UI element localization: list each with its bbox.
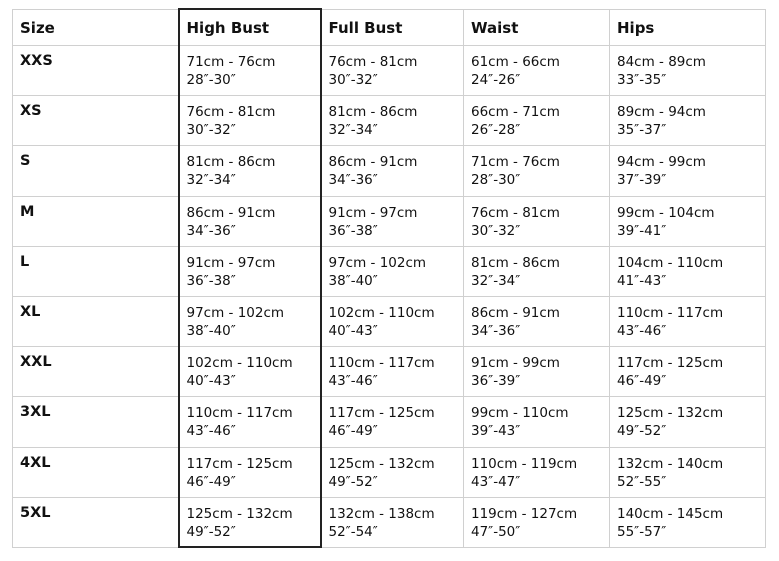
waist-cm: 61cm - 66cm — [471, 54, 560, 70]
high-bust-inches: 46″-49″ — [186, 473, 236, 490]
waist-cm: 81cm - 86cm — [471, 254, 560, 271]
full-bust-inches: 38″-40″ — [328, 272, 378, 289]
waist-cell — [464, 447, 610, 497]
full-bust-cell — [321, 447, 464, 497]
size-label: XXS — [13, 46, 179, 96]
table-row — [13, 46, 766, 96]
hips-cm: 110cm - 117cm — [617, 304, 724, 321]
hips-cell — [610, 397, 766, 447]
high-bust-inches: 36″-38″ — [186, 272, 236, 289]
high-bust-cell — [179, 397, 321, 447]
hips-inches: 43″-46″ — [617, 322, 667, 339]
high-bust-inches: 30″-32″ — [186, 122, 236, 139]
hips-cell — [610, 146, 766, 196]
full-bust-cm: 102cm - 110cm — [328, 304, 435, 321]
high-bust-cell — [179, 497, 321, 547]
size-label: L — [13, 246, 179, 296]
full-bust-inches: 52″-54″ — [328, 523, 378, 540]
hips-inches: 46″-49″ — [617, 373, 667, 390]
high-bust-cm: 97cm - 102cm — [186, 304, 285, 321]
waist-inches: 24″-26″ — [471, 72, 521, 88]
waist-inches: 36″-39″ — [471, 373, 521, 390]
table-row — [13, 447, 766, 497]
high-bust-cm: 86cm - 91cm — [186, 204, 276, 221]
table-row — [13, 196, 766, 246]
full-bust-cm: 97cm - 102cm — [328, 254, 427, 271]
hips-inches: 41″-43″ — [617, 272, 667, 289]
full-bust-inches: 32″-34″ — [328, 122, 378, 139]
high-bust-cell — [179, 146, 321, 196]
full-bust-inches: 40″-43″ — [328, 322, 378, 339]
full-bust-inches: 30″-32″ — [328, 72, 378, 88]
full-bust-cm: 91cm - 97cm — [328, 204, 418, 221]
hips-cell — [610, 96, 766, 146]
size-label: XS — [13, 96, 179, 146]
waist-inches: 30″-32″ — [471, 222, 521, 239]
size-label: 3XL — [13, 397, 179, 447]
high-bust-cm: 117cm - 125cm — [186, 455, 293, 472]
full-bust-cell — [321, 96, 464, 146]
high-bust-cell — [179, 447, 321, 497]
high-bust-cm: 102cm - 110cm — [186, 355, 293, 372]
waist-cm: 91cm - 99cm — [471, 355, 560, 372]
waist-cm: 66cm - 71cm — [471, 104, 560, 121]
full-bust-inches: 49″-52″ — [328, 473, 378, 490]
high-bust-inches: 40″-43″ — [186, 373, 236, 390]
full-bust-cm: 81cm - 86cm — [328, 104, 418, 121]
size-label: 5XL — [13, 497, 179, 547]
waist-cell — [464, 196, 610, 246]
hips-inches: 49″-52″ — [617, 423, 667, 440]
size-chart-table — [12, 8, 766, 548]
size-chart-body — [13, 46, 766, 548]
hips-cm: 94cm - 99cm — [617, 154, 706, 171]
hips-cell — [610, 246, 766, 296]
waist-cell — [464, 497, 610, 547]
hips-cell — [610, 196, 766, 246]
hips-inches: 33″-35″ — [617, 72, 667, 88]
waist-cm: 110cm - 119cm — [471, 455, 578, 472]
high-bust-cm: 91cm - 97cm — [186, 254, 276, 271]
full-bust-cm: 132cm - 138cm — [328, 505, 435, 522]
size-label: S — [13, 146, 179, 196]
hips-cm: 99cm - 104cm — [617, 204, 715, 221]
hips-inches: 35″-37″ — [617, 122, 667, 139]
high-bust-inches: 32″-34″ — [186, 172, 236, 189]
high-bust-cm: 76cm - 81cm — [186, 104, 276, 121]
hips-cell — [610, 347, 766, 397]
waist-inches: 39″-43″ — [471, 423, 521, 440]
high-bust-cell — [179, 96, 321, 146]
table-row — [13, 497, 766, 547]
waist-cell — [464, 246, 610, 296]
high-bust-cm: 81cm - 86cm — [186, 154, 276, 171]
waist-inches: 43″-47″ — [471, 473, 521, 490]
high-bust-cell — [179, 46, 321, 96]
waist-inches: 28″-30″ — [471, 172, 521, 189]
waist-inches: 26″-28″ — [471, 122, 521, 139]
full-bust-cm: 117cm - 125cm — [328, 405, 435, 422]
header-high-bust: High Bust — [179, 9, 321, 46]
header-full-bust: Full Bust — [321, 9, 464, 46]
header-waist: Waist — [464, 9, 610, 46]
hips-cm: 84cm - 89cm — [617, 54, 706, 70]
full-bust-inches: 46″-49″ — [328, 423, 378, 440]
hips-cell — [610, 296, 766, 346]
size-label: M — [13, 196, 179, 246]
full-bust-cm: 76cm - 81cm — [328, 54, 418, 70]
size-label: 4XL — [13, 447, 179, 497]
waist-inches: 32″-34″ — [471, 272, 521, 289]
waist-cm: 71cm - 76cm — [471, 154, 560, 171]
full-bust-cell — [321, 497, 464, 547]
waist-cell — [464, 46, 610, 96]
hips-inches: 52″-55″ — [617, 473, 667, 490]
table-row — [13, 296, 766, 346]
full-bust-cell — [321, 196, 464, 246]
full-bust-inches: 43″-46″ — [328, 373, 378, 390]
high-bust-cm: 125cm - 132cm — [186, 505, 293, 522]
header-hips: Hips — [610, 9, 766, 46]
waist-cell — [464, 146, 610, 196]
hips-cell — [610, 46, 766, 96]
hips-cm: 117cm - 125cm — [617, 355, 724, 372]
size-label: XXL — [13, 347, 179, 397]
full-bust-inches: 34″-36″ — [328, 172, 378, 189]
table-row — [13, 146, 766, 196]
full-bust-cell — [321, 397, 464, 447]
high-bust-cell — [179, 347, 321, 397]
hips-cell — [610, 497, 766, 547]
full-bust-cm: 110cm - 117cm — [328, 355, 435, 372]
high-bust-inches: 34″-36″ — [186, 222, 236, 239]
table-row — [13, 347, 766, 397]
hips-inches: 37″-39″ — [617, 172, 667, 189]
full-bust-inches: 36″-38″ — [328, 222, 378, 239]
full-bust-cm: 125cm - 132cm — [328, 455, 435, 472]
full-bust-cell — [321, 296, 464, 346]
full-bust-cm: 86cm - 91cm — [328, 154, 418, 171]
waist-cm: 119cm - 127cm — [471, 505, 578, 522]
high-bust-cm: 71cm - 76cm — [186, 54, 276, 70]
full-bust-cell — [321, 46, 464, 96]
hips-cm: 89cm - 94cm — [617, 104, 706, 121]
table-row — [13, 246, 766, 296]
high-bust-inches: 49″-52″ — [186, 523, 236, 540]
high-bust-cm: 110cm - 117cm — [186, 405, 293, 422]
table-row — [13, 397, 766, 447]
hips-inches: 39″-41″ — [617, 222, 667, 239]
header-row — [13, 9, 766, 46]
high-bust-cell — [179, 246, 321, 296]
high-bust-inches: 38″-40″ — [186, 322, 236, 339]
hips-cm: 140cm - 145cm — [617, 505, 724, 522]
full-bust-cell — [321, 146, 464, 196]
waist-inches: 47″-50″ — [471, 523, 521, 540]
header-size: Size — [13, 9, 179, 46]
hips-inches: 55″-57″ — [617, 523, 667, 540]
high-bust-cell — [179, 296, 321, 346]
hips-cm: 104cm - 110cm — [617, 254, 724, 271]
waist-cm: 76cm - 81cm — [471, 204, 560, 221]
high-bust-inches: 43″-46″ — [186, 423, 236, 440]
full-bust-cell — [321, 246, 464, 296]
full-bust-cell — [321, 347, 464, 397]
size-chart-header — [13, 9, 766, 46]
high-bust-inches: 28″-30″ — [186, 72, 236, 88]
size-label: XL — [13, 296, 179, 346]
waist-cm: 99cm - 110cm — [471, 405, 569, 422]
waist-cell — [464, 347, 610, 397]
hips-cell — [610, 447, 766, 497]
waist-cell — [464, 397, 610, 447]
waist-cell — [464, 296, 610, 346]
hips-cm: 132cm - 140cm — [617, 455, 724, 472]
high-bust-cell — [179, 196, 321, 246]
hips-cm: 125cm - 132cm — [617, 405, 724, 422]
waist-cm: 86cm - 91cm — [471, 304, 560, 321]
waist-inches: 34″-36″ — [471, 322, 521, 339]
waist-cell — [464, 96, 610, 146]
table-row — [13, 96, 766, 146]
